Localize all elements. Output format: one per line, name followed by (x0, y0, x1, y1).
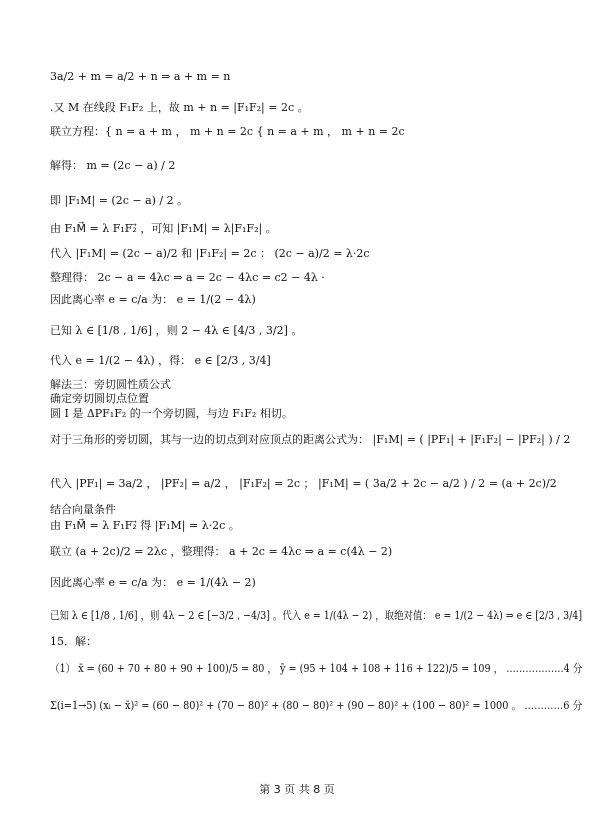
method-three-heading: 解法三：旁切圆性质公式 (50, 378, 171, 391)
tangent-point-heading: 确定旁切圆切点位置 (50, 392, 149, 405)
distance-line: 即 |F₁M| = (2c − a) / 2 。 (50, 194, 189, 207)
eccentricity-line: 因此离心率 e = c/a 为： e = 1/(2 − 4λ) (50, 293, 256, 306)
eccentricity-range-line: 代入 e = 1/(2 − 4λ) ，得： e ∈ [2/3 , 3/4] (50, 354, 271, 367)
final-range-line: 已知 λ ∈ [1/8 , 1/6] ，则 4λ − 2 ∈ [−3/2 , −4/3] 。代入 e = 1/(4λ − 2) ，取绝对值： e = 1/(2 − 4λ) ⇒ e ∈ [2/3 , 3/4] (50, 609, 582, 622)
substitute-line: 代入 |F₁M| = (2c − a)/2 和 |F₁F₂| = 2c ： (2c − a)/2 = λ·2c (50, 247, 370, 260)
vector-condition-line: 由 F₁M⃗ = λ F₁F₂⃗ ，可知 |F₁M| = λ|F₁F₂| 。 (50, 222, 277, 235)
system-equations-line: 联立方程：{ n = a + m ， m + n = 2c { n = a + m ， m + n = 2c (50, 125, 405, 138)
vector-heading: 结合向量条件 (50, 503, 116, 516)
combine-line: 联立 (a + 2c)/2 = 2λc ，整理得： a + 2c = 4λc ⇒ a = c(4λ − 2) (50, 545, 393, 558)
excircle-line: 圆 I 是 ΔPF₁F₂ 的一个旁切圆，与边 F₁F₂ 相切。 (50, 407, 293, 420)
solve-line: 解得： m = (2c − a) / 2 (50, 159, 176, 172)
page-footer: 第 3 页 共 8 页 (259, 783, 335, 796)
simplify-line: 整理得： 2c − a = 4λc ⇒ a = 2c − 4λc = c2 − 4λ · (50, 271, 325, 284)
variance-sum-line: Σ(i=1→5) (xᵢ − x̄)² = (60 − 80)² + (70 − 80)² + (80 − 80)² + (90 − 80)² + (100 − 80)² = 1000 。 …………6 分 (50, 699, 583, 712)
excircle-substitute-line: 代入 |PF₁| = 3a/2 ， |PF₂| = a/2 ， |F₁F₂| = 2c ； |F₁M| = ( 3a/2 + 2c − a/2 ) / 2 = (a + 2c)/2 (50, 477, 557, 490)
line-1-text: 3a/2 + m = a/2 + n ⇒ a + m = n (50, 70, 231, 83)
vector-condition-line-2: 由 F₁M⃗ = λ F₁F₂⃗ 得 |F₁M| = λ·2c 。 (50, 519, 240, 532)
excircle-formula-line: 对于三角形的旁切圆，其与一边的切点到对应顶点的距离公式为： |F₁M| = ( |PF₁| + |F₁F₂| − |PF₂| ) / 2 (50, 433, 571, 446)
problem-15-heading: 15．解： (50, 635, 97, 648)
text-line-2: .又 M 在线段 F₁F₂ 上，故 m + n = |F₁F₂| = 2c 。 (50, 101, 309, 114)
eccentricity-line-2: 因此离心率 e = c/a 为： e = 1/(4λ − 2) (50, 576, 256, 589)
lambda-range-line: 已知 λ ∈ [1/8 , 1/6] ，则 2 − 4λ ∈ [4/3 , 3/2] 。 (50, 324, 303, 337)
equation-line-1 (50, 70, 230, 84)
mean-values-line: （1） x̄ = (60 + 70 + 80 + 90 + 100)/5 = 80 ， ȳ = (95 + 104 + 108 + 116 + 122)/5 = 109 ， ………………4 分 (50, 662, 583, 675)
